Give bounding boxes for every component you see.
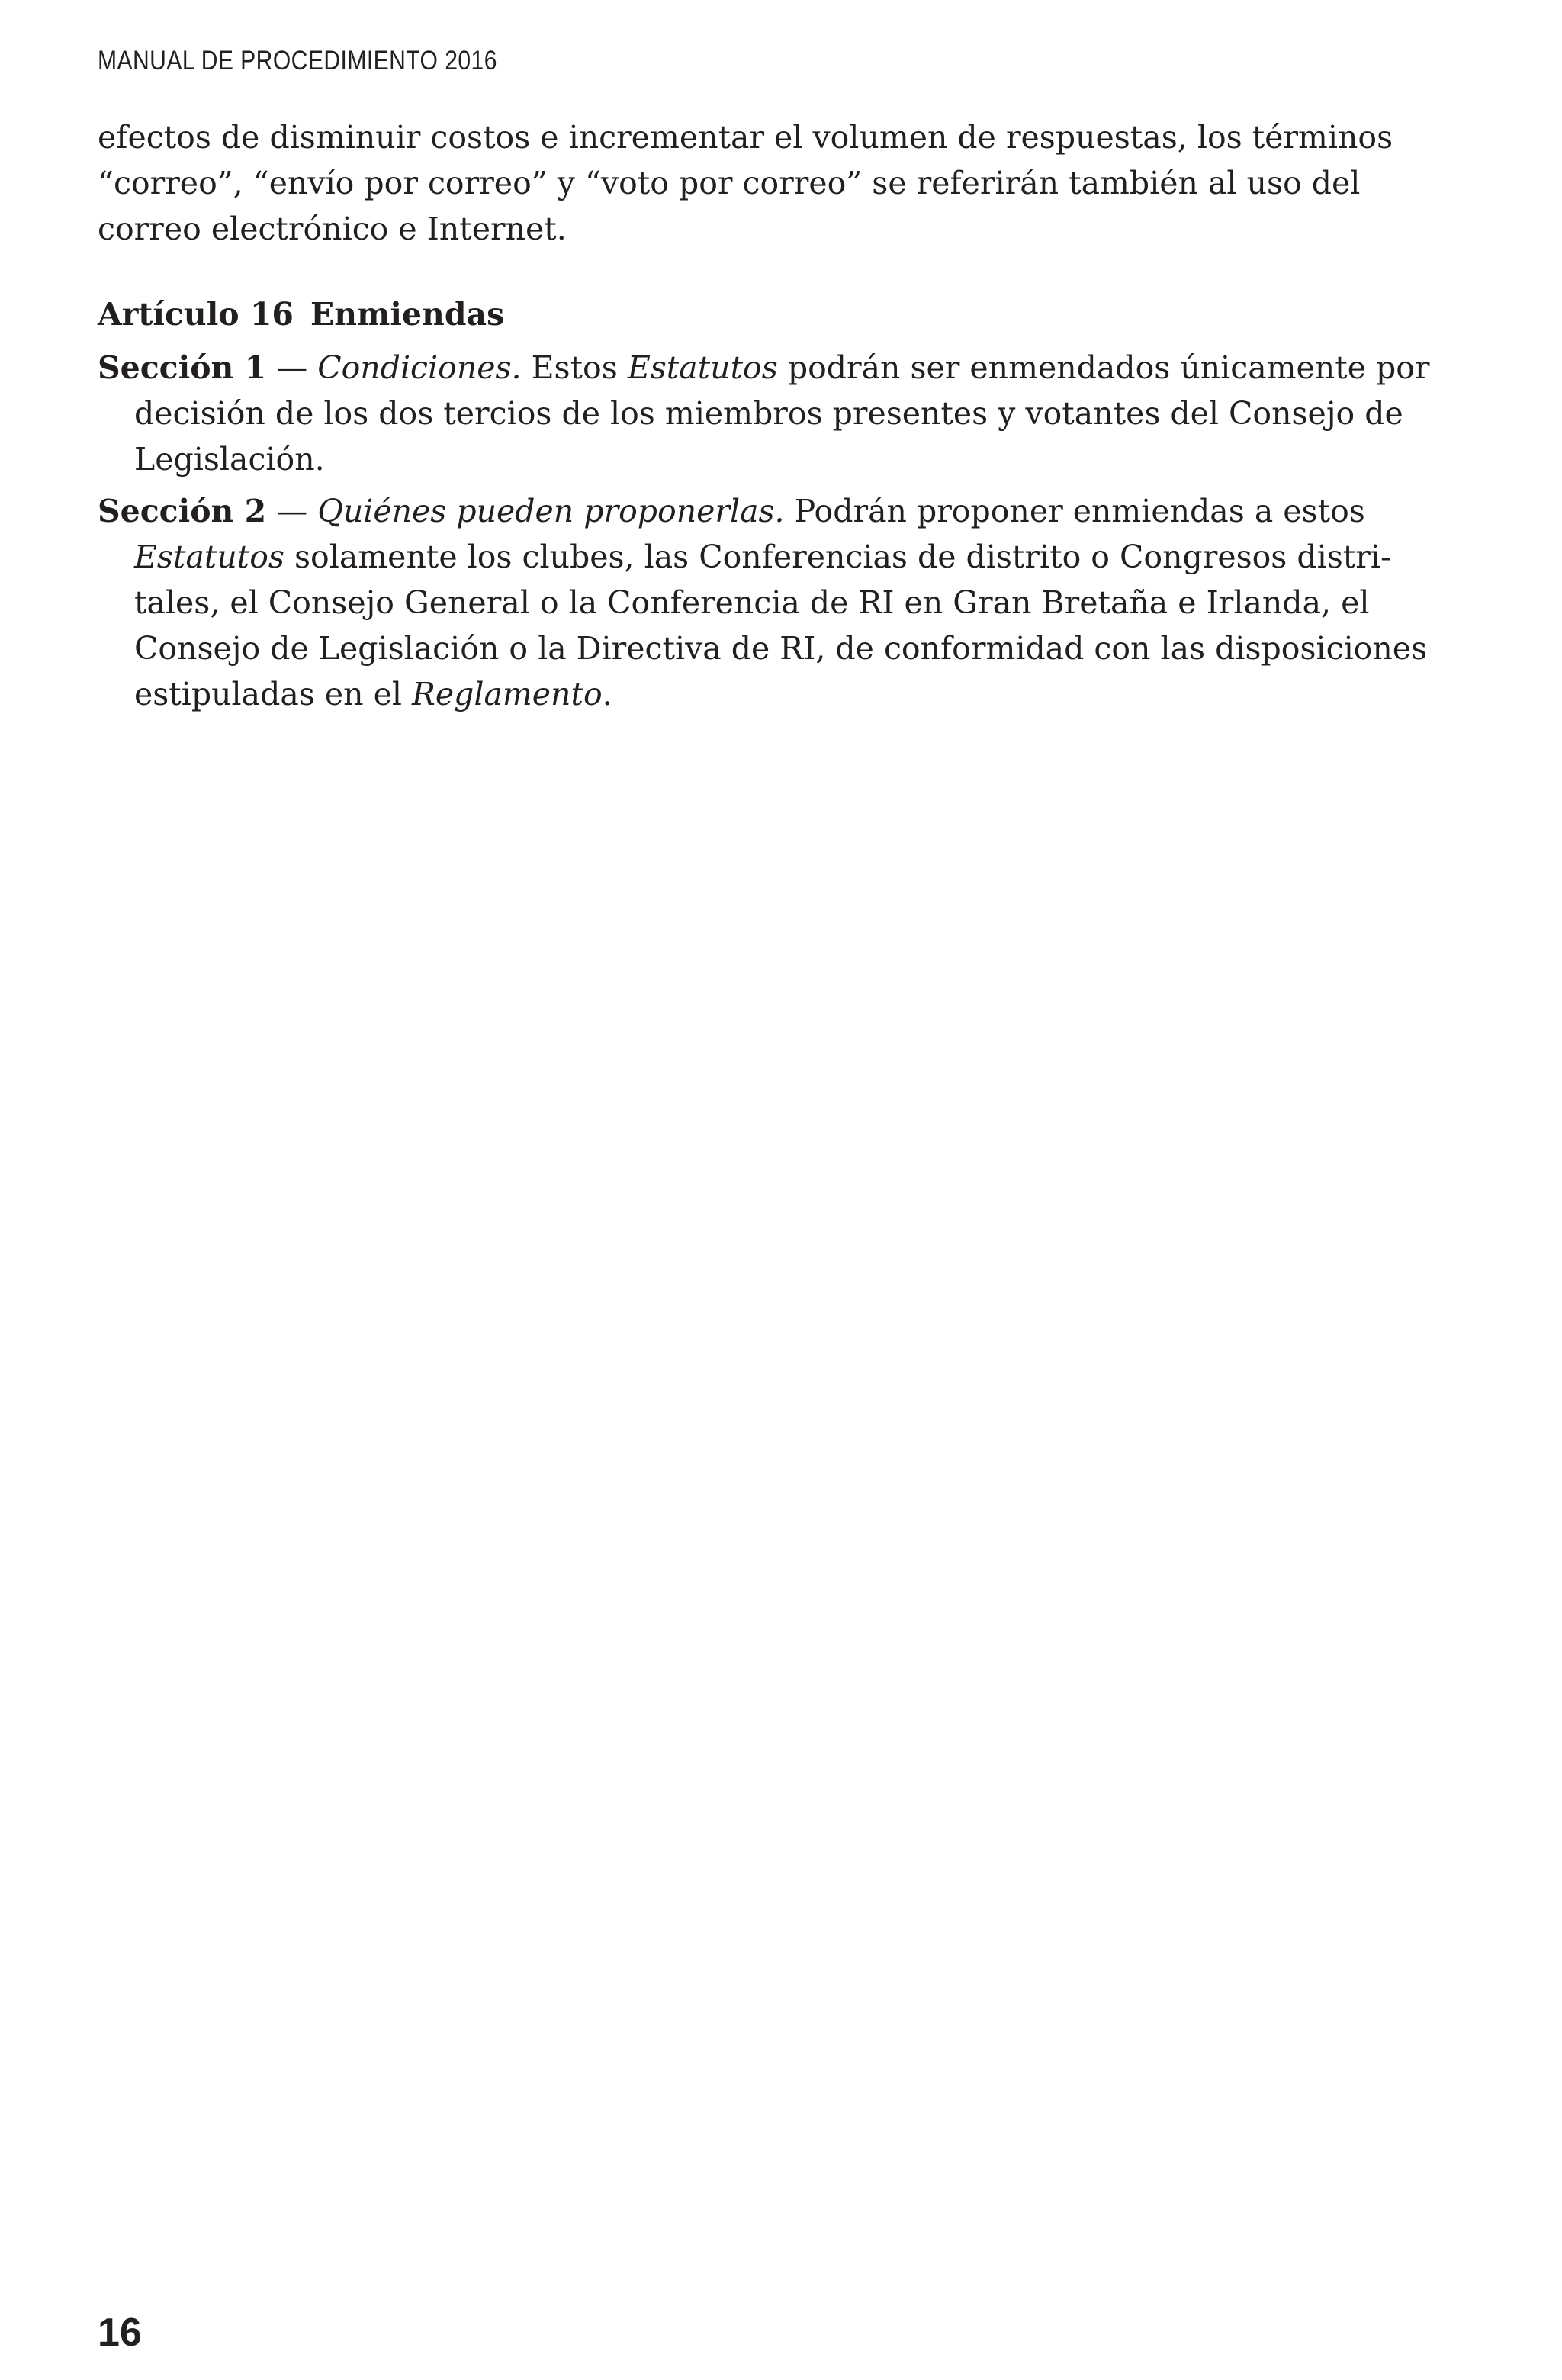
section-1-line-2: decisión de los dos tercios de los miembros presentes y votantes del Consejo de xyxy=(134,395,1403,432)
page-number: 16 xyxy=(98,2311,142,2355)
section-text-italic: Reglamento xyxy=(411,676,603,712)
article-number: Artículo 16 xyxy=(98,296,294,333)
section-text: Podrán proponer enmiendas a estos xyxy=(784,493,1365,529)
section-2 xyxy=(98,488,1428,717)
intro-line: “correo”, “envío por correo” y “voto por correo” se referirán también al uso del xyxy=(98,165,1361,201)
section-text: podrán ser enmendados únicamente por xyxy=(777,349,1430,386)
section-text: estipuladas en el xyxy=(134,676,412,712)
section-1-line-1 xyxy=(98,345,1430,391)
section-2-line-4: Consejo de Legislación o la Directiva de RI, de conformidad con las disposiciones xyxy=(134,630,1428,667)
document-body xyxy=(98,114,1430,723)
article-title: Enmiendas xyxy=(310,296,505,333)
section-text: solamente los clubes, las Conferencias de distrito o Congresos distri- xyxy=(284,539,1391,575)
section-title: Quiénes pueden proponerlas. xyxy=(317,493,785,529)
intro-line: correo electrónico e Internet. xyxy=(98,211,567,247)
section-text: Estos xyxy=(521,349,628,386)
em-dash: — xyxy=(266,493,318,529)
section-text-italic: Estatutos xyxy=(627,349,778,386)
section-2-line-2 xyxy=(98,534,1425,580)
intro-line: efectos de disminuir costos e incrementar el volumen de respuestas, los términos xyxy=(98,119,1393,156)
running-header: MANUAL DE PROCEDIMIENTO 2016 xyxy=(98,46,497,76)
section-1 xyxy=(98,345,1430,482)
em-dash: — xyxy=(266,349,318,386)
intro-paragraph xyxy=(98,114,1425,252)
section-2-line-5 xyxy=(98,671,1425,717)
section-label: Sección 2 xyxy=(98,493,267,529)
section-2-line-1 xyxy=(98,488,1425,534)
section-2-line-3: tales, el Consejo General o la Conferencia de RI en Gran Bretaña e Irlanda, el xyxy=(134,584,1370,621)
article-heading xyxy=(98,291,1425,337)
section-label: Sección 1 xyxy=(98,349,267,386)
section-title: Condiciones. xyxy=(317,349,522,386)
section-text-italic: Estatutos xyxy=(134,539,284,575)
section-text: . xyxy=(602,676,612,712)
section-1-line-3: Legislación. xyxy=(134,441,325,478)
